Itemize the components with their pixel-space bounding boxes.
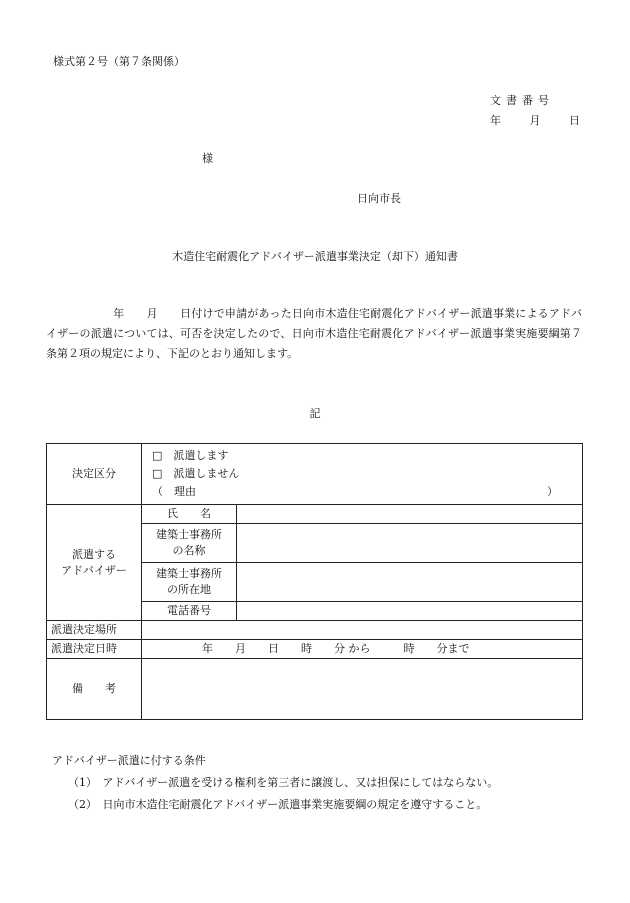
office-address-line1: 建築士事務所 (156, 567, 222, 580)
remarks-field[interactable] (142, 659, 583, 720)
conditions-title: アドバイザー派遣に付する条件 (52, 754, 206, 767)
choice-dispatch[interactable]: □ 派遣します (152, 449, 229, 462)
datetime-label: 派遣決定日時 (47, 640, 142, 659)
advisor-label-line1: 派遣する (72, 547, 116, 561)
advisor-label-line2: アドバイザー (61, 563, 127, 577)
office-address-label (142, 563, 237, 602)
decision-table (46, 443, 583, 720)
decision-choices (142, 444, 583, 505)
advisor-name-row (47, 505, 583, 524)
office-name-field[interactable] (237, 524, 583, 563)
decision-row (47, 444, 583, 505)
month-label: 月 (529, 114, 541, 127)
document-number-label: 文書番号 (490, 94, 554, 107)
office-name-label (142, 524, 237, 563)
reason-close: ） (547, 485, 558, 498)
ki-heading: 記 (309, 407, 321, 420)
remarks-label: 備 考 (47, 659, 142, 720)
remarks-row (47, 659, 583, 720)
day-label: 日 (569, 114, 580, 127)
office-name-line2: の名称 (172, 544, 206, 557)
body-paragraph: 年 月 日付けで申請があった日向市木造住宅耐震化アドバイザー派遣事業によるアドバイザーの派遣については、可否を決定したので、日向市木造住宅耐震化アドバイザー派遣事業実施要綱第７条第２項の規定により、下記のとおり通知します。 (46, 307, 582, 360)
name-label: 氏 名 (142, 505, 237, 524)
place-label: 派遣決定場所 (47, 621, 142, 640)
phone-label: 電話番号 (142, 602, 237, 621)
decision-label: 決定区分 (47, 444, 142, 505)
office-name-line1: 建築士事務所 (156, 528, 222, 541)
year-label: 年 (490, 114, 501, 127)
form-number: 様式第２号（第７条関係） (53, 55, 185, 68)
datetime-row (47, 640, 583, 659)
reason-field[interactable] (152, 483, 578, 501)
datetime-field[interactable]: 年 月 日 時 分 から 時 分まで (142, 640, 583, 659)
addressee-suffix: 様 (202, 152, 213, 165)
condition-item: （1） アドバイザー派遣を受ける権利を第三者に譲渡し、又は担保にしてはならない。 (68, 776, 499, 789)
advisor-label (47, 505, 142, 621)
place-row (47, 621, 583, 640)
condition-item: （2） 日向市木造住宅耐震化アドバイザー派遣事業実施要綱の規定を遵守すること。 (68, 798, 488, 811)
phone-field[interactable] (237, 602, 583, 621)
office-address-field[interactable] (237, 563, 583, 602)
issuer: 日向市長 (357, 192, 401, 205)
name-field[interactable] (237, 505, 583, 524)
reason-open: （ 理由 (152, 485, 196, 498)
choice-no-dispatch[interactable]: □ 派遣しません (152, 467, 240, 480)
office-address-line2: の所在地 (167, 583, 211, 596)
document-title: 木造住宅耐震化アドバイザー派遣事業決定（却下）通知書 (172, 250, 458, 263)
place-field[interactable] (142, 621, 583, 640)
document-date (490, 112, 580, 128)
